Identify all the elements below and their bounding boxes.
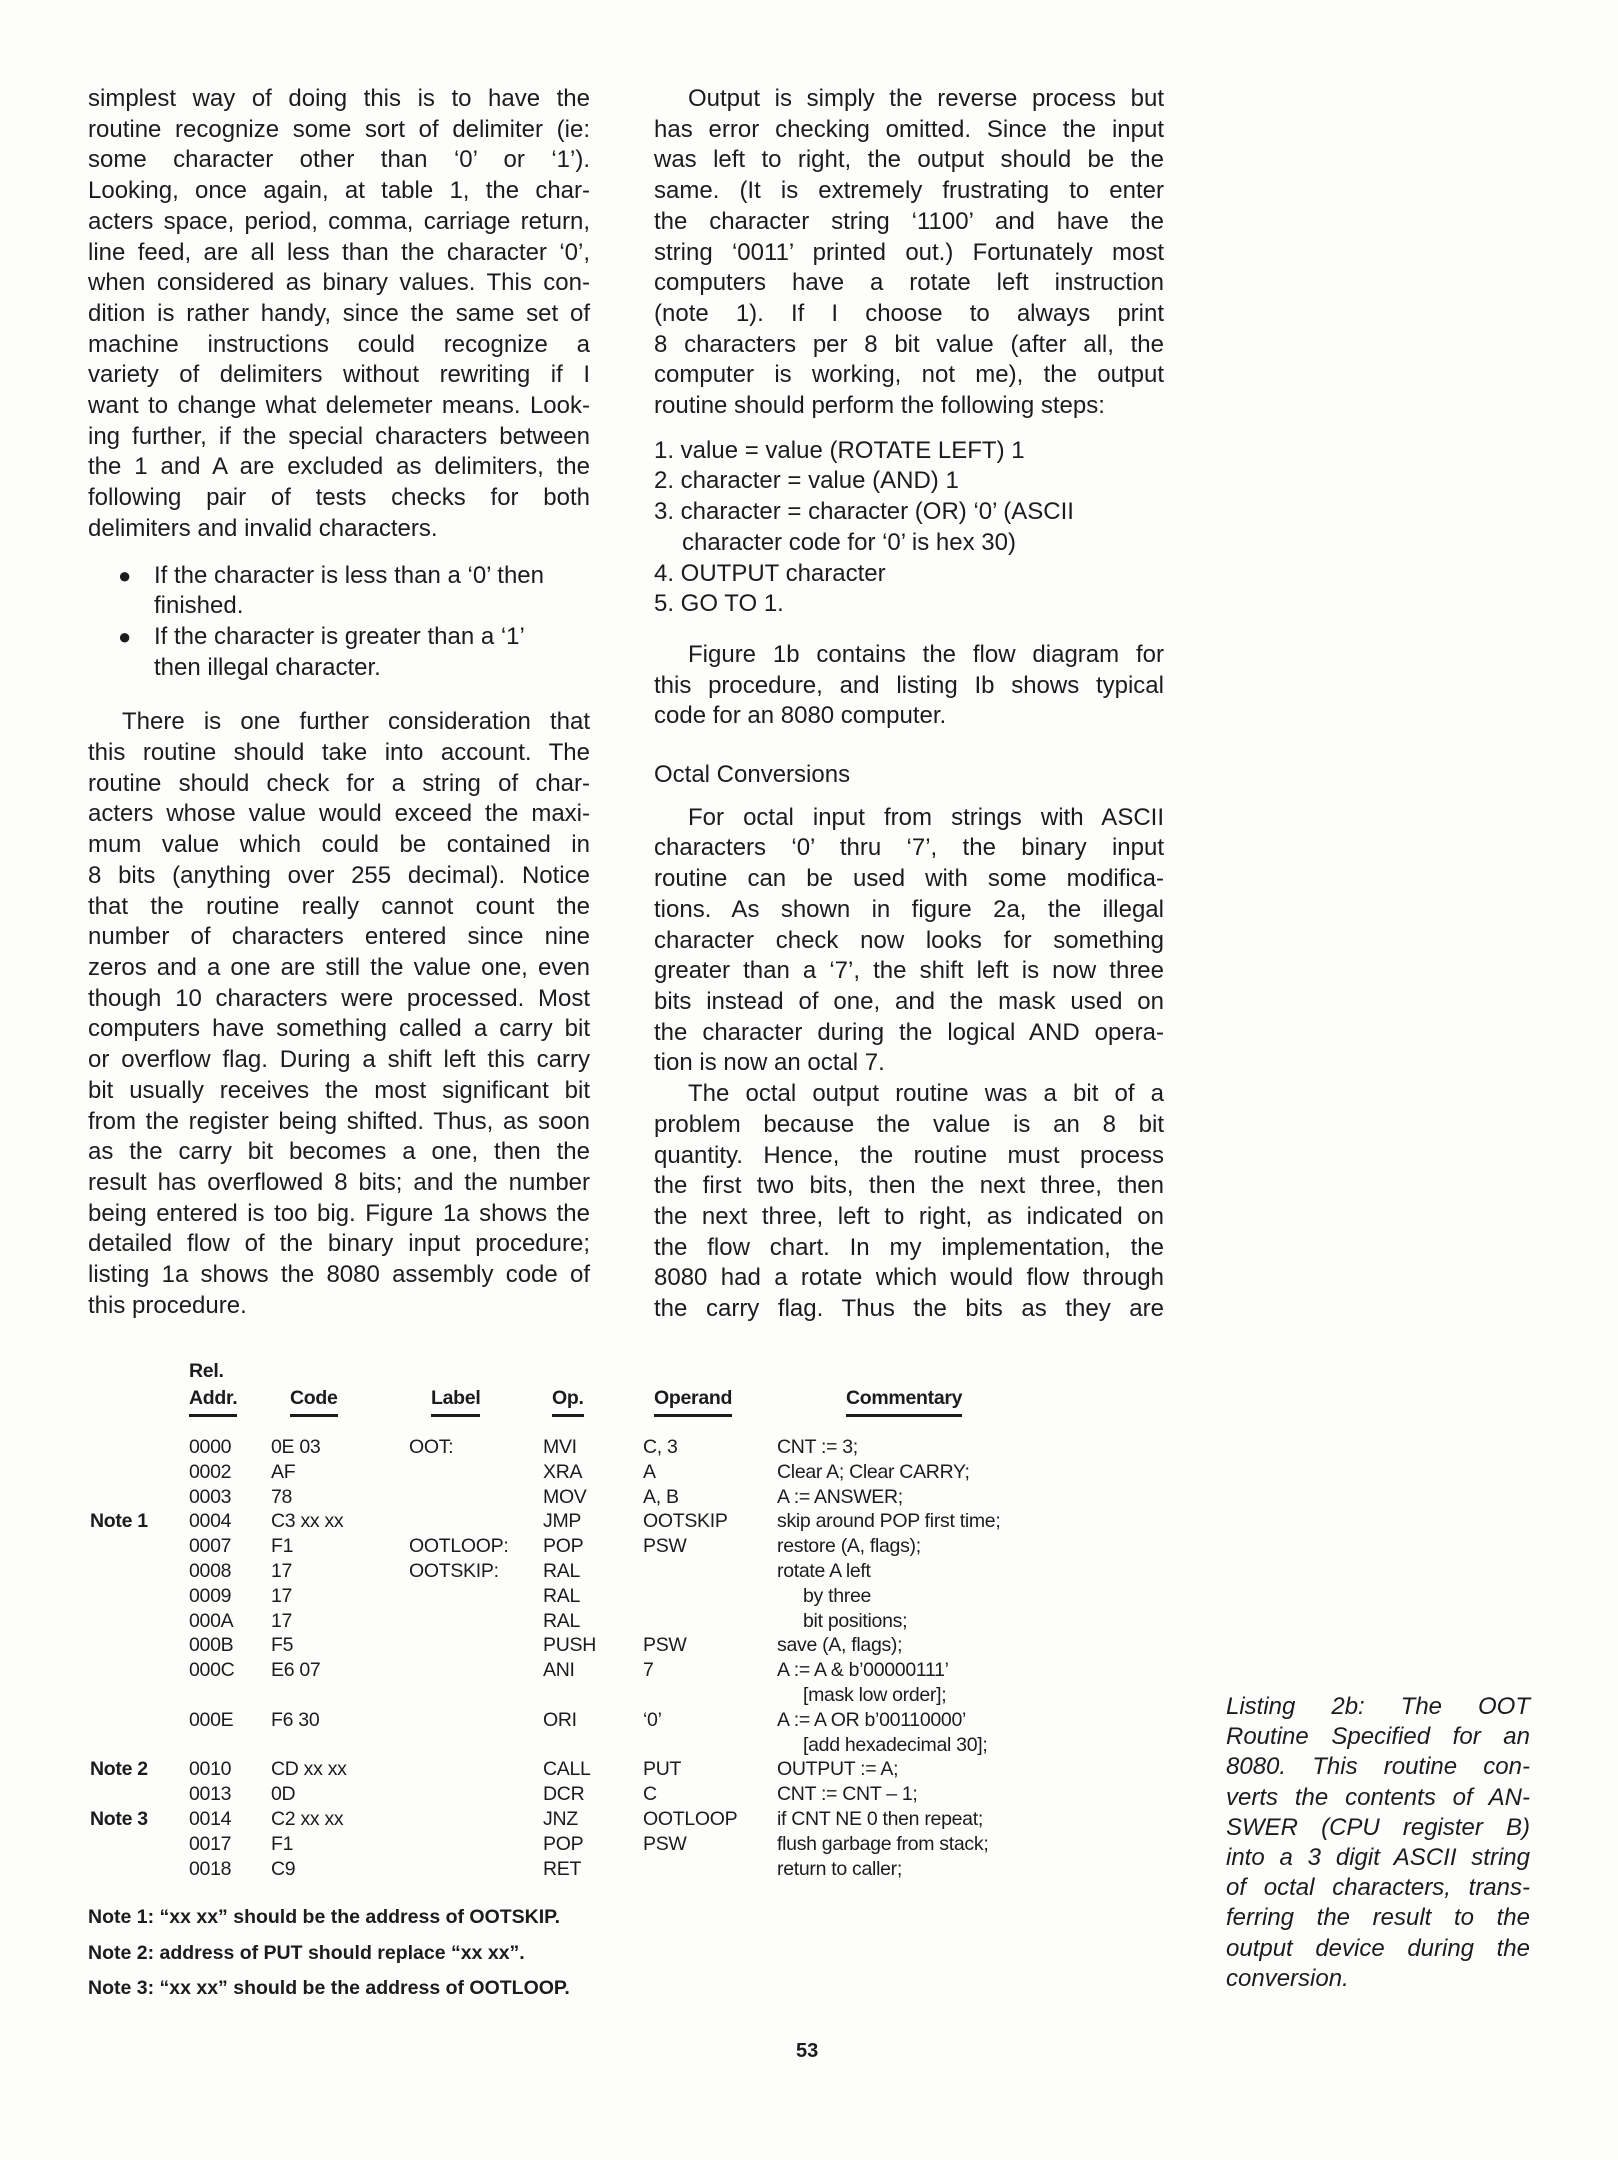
cell-label: OOTSKIP: bbox=[409, 1560, 499, 1582]
underline bbox=[290, 1414, 338, 1417]
listing-note: Note 3: “xx xx” should be the address of OOTLOOP. bbox=[88, 1977, 570, 1999]
cell-label: OOTLOOP: bbox=[409, 1535, 509, 1558]
steps-list bbox=[654, 436, 1164, 620]
text-line: want to change what delemeter means. Look- bbox=[88, 392, 590, 420]
text-line: greater than a ‘7’, the shift left is now three bbox=[654, 957, 1164, 985]
text-line: delimiters and invalid characters. bbox=[88, 514, 438, 542]
cell-comment: OUTPUT := A; bbox=[777, 1758, 899, 1781]
caption-line: output device during the bbox=[1226, 1934, 1530, 1962]
cell-op: PUSH bbox=[543, 1634, 596, 1657]
text-line: though 10 characters were processed. Most bbox=[88, 984, 590, 1012]
cell-comment: CNT := CNT – 1; bbox=[777, 1783, 918, 1806]
paragraph bbox=[654, 803, 1164, 1079]
text-line: zeros and a one are still the value one, even bbox=[88, 953, 590, 981]
listing-caption bbox=[1226, 1692, 1530, 1994]
text-line: bits instead of one, and the mask used on bbox=[654, 987, 1164, 1015]
text-line: following pair of tests checks for both bbox=[88, 484, 590, 512]
paragraph bbox=[654, 640, 1164, 732]
text-line: was left to right, the output should be the bbox=[654, 146, 1164, 174]
cell-operand: OOTSKIP bbox=[643, 1510, 728, 1533]
header-commentary-label: Commentary bbox=[846, 1387, 963, 1409]
text-line: ing further, if the special characters between bbox=[88, 422, 590, 450]
cell-comment: skip around POP first time; bbox=[777, 1510, 1001, 1533]
text-line: this procedure, and listing Ib shows typical bbox=[654, 671, 1164, 699]
text-line: the 1 and A are excluded as delimiters, the bbox=[88, 453, 590, 481]
header-operand-label: Operand bbox=[654, 1387, 733, 1409]
text-line: character check now looks for something bbox=[654, 926, 1164, 954]
right-column bbox=[654, 84, 1164, 1325]
caption-line: conversion. bbox=[1226, 1964, 1349, 1992]
text-line: the flow chart. In my implementation, the bbox=[654, 1233, 1164, 1261]
caption-line: ferring the result to the bbox=[1226, 1904, 1530, 1932]
text-line: 8 bits (anything over 255 decimal). Notice bbox=[88, 861, 590, 889]
cell-operand: A bbox=[643, 1460, 656, 1483]
caption-line: 8080. This routine con- bbox=[1226, 1753, 1530, 1781]
text-line: machine instructions could recognize a bbox=[88, 330, 590, 358]
cell-comment: rotate A left bbox=[777, 1560, 871, 1582]
cell-comment: restore (A, flags); bbox=[777, 1535, 921, 1558]
text-line: tions. As shown in figure 2a, the illegal bbox=[654, 895, 1164, 923]
header-addr-label: Addr. bbox=[189, 1387, 238, 1409]
cell-addr: 0000 bbox=[189, 1436, 232, 1458]
cell-addr: 0010 bbox=[189, 1758, 232, 1781]
bullet-item bbox=[118, 561, 590, 622]
text-line: line feed, are all less than the character ‘0’, bbox=[88, 238, 590, 266]
text-line: bit usually receives the most significant bit bbox=[88, 1076, 590, 1104]
text-line: quantity. Hence, the routine must process bbox=[654, 1141, 1164, 1169]
text-line: 8 characters per 8 bit value (after all, the bbox=[654, 330, 1164, 358]
text-line: from the register being shifted. Thus, as soon bbox=[88, 1107, 590, 1135]
cell-addr: 000A bbox=[189, 1609, 234, 1632]
cell-operand: 7 bbox=[643, 1659, 654, 1682]
cell-addr: 0004 bbox=[189, 1510, 232, 1533]
step-text: 2. character = value (AND) 1 bbox=[654, 467, 959, 495]
header-addr bbox=[189, 1387, 237, 1417]
header-operand bbox=[654, 1387, 732, 1417]
section-heading: Octal Conversions bbox=[654, 761, 851, 789]
text-line: that the routine really cannot count the bbox=[88, 892, 590, 920]
header-code-label: Code bbox=[290, 1387, 338, 1409]
step-item bbox=[654, 436, 1164, 467]
text-line: There is one further consideration that bbox=[122, 708, 590, 736]
cell-code: 17 bbox=[271, 1560, 293, 1582]
caption-line: verts the contents of AN- bbox=[1226, 1783, 1530, 1811]
text-line: number of characters entered since nine bbox=[88, 923, 590, 951]
text-line: Figure 1b contains the flow diagram for bbox=[688, 640, 1164, 668]
cell-op: RAL bbox=[543, 1609, 581, 1632]
cell-op: ANI bbox=[543, 1659, 575, 1682]
step-text: 1. value = value (ROTATE LEFT) 1 bbox=[654, 436, 1025, 464]
text-line: routine can be used with some modifica- bbox=[654, 865, 1164, 893]
text-line: For octal input from strings with ASCII bbox=[688, 803, 1164, 831]
cell-label: OOT: bbox=[409, 1436, 454, 1458]
cell-comment: A := ANSWER; bbox=[777, 1485, 903, 1508]
listing-note: Note 2: address of PUT should replace “xx xx”. bbox=[88, 1941, 525, 1964]
text-line: computer is working, not me), the output bbox=[654, 361, 1164, 389]
text-line: acters whose value would exceed the maxi- bbox=[88, 800, 590, 828]
paragraph bbox=[88, 84, 590, 545]
cell-op: POP bbox=[543, 1832, 584, 1855]
cell-addr: 000B bbox=[189, 1634, 234, 1657]
cell-code: E6 07 bbox=[271, 1659, 321, 1682]
cell-op: RAL bbox=[543, 1584, 581, 1607]
text-line: as the carry bit becomes a one, then the bbox=[88, 1138, 590, 1166]
text-line: code for an 8080 computer. bbox=[654, 702, 947, 730]
cell-operand: C bbox=[643, 1783, 657, 1806]
underline bbox=[654, 1414, 732, 1417]
text-line: variety of delimiters without rewriting if I bbox=[88, 361, 590, 389]
text-line: same. (It is extremely frustrating to enter bbox=[654, 177, 1164, 205]
step-item bbox=[654, 466, 1164, 497]
bullet-text: If the character is greater than a ‘1’ bbox=[154, 622, 525, 650]
cell-addr: 000E bbox=[189, 1708, 234, 1731]
cell-code: F1 bbox=[271, 1832, 294, 1855]
cell-comment: A := A & b’00000111’ bbox=[777, 1659, 949, 1682]
cell-code: C3 xx xx bbox=[271, 1510, 344, 1533]
listing-note: Note 1: “xx xx” should be the address of OOTSKIP. bbox=[88, 1906, 561, 1928]
cell-operand: PSW bbox=[643, 1832, 687, 1855]
cell-addr: 0017 bbox=[189, 1832, 232, 1855]
text-line: routine recognize some sort of delimiter (ie: bbox=[88, 115, 590, 143]
text-line: routine should perform the following steps: bbox=[654, 392, 1105, 420]
header-label bbox=[431, 1387, 480, 1417]
text-line: being entered is too big. Figure 1a shows the bbox=[88, 1199, 590, 1227]
cell-comment: [mask low order]; bbox=[803, 1684, 947, 1706]
cell-op: MVI bbox=[543, 1436, 577, 1458]
text-line: this routine should take into account. The bbox=[88, 739, 590, 767]
cell-op: CALL bbox=[543, 1758, 591, 1781]
cell-addr: 000C bbox=[189, 1659, 235, 1682]
cell-operand: PSW bbox=[643, 1634, 687, 1657]
left-column bbox=[88, 84, 590, 1321]
text-line: the character during the logical AND opera- bbox=[654, 1018, 1164, 1046]
cell-op: ORI bbox=[543, 1708, 577, 1731]
bullet-icon: ● bbox=[118, 562, 132, 588]
cell-code: 17 bbox=[271, 1584, 293, 1607]
underline bbox=[846, 1414, 962, 1417]
step-text: character code for ‘0’ is hex 30) bbox=[682, 528, 1016, 556]
cell-addr: 0018 bbox=[189, 1857, 232, 1880]
paragraph bbox=[654, 84, 1164, 422]
cell-comment: [add hexadecimal 30]; bbox=[803, 1733, 988, 1756]
text-line: the next three, left to right, as indicated on bbox=[654, 1202, 1164, 1230]
bullet-text: If the character is less than a ‘0’ then bbox=[154, 561, 544, 589]
text-line: The octal output routine was a bit of a bbox=[688, 1080, 1164, 1108]
cell-comment: save (A, flags); bbox=[777, 1634, 903, 1657]
step-text: 4. OUTPUT character bbox=[654, 559, 886, 587]
cell-addr: 0002 bbox=[189, 1460, 232, 1483]
step-text: 3. character = character (OR) ‘0’ (ASCII bbox=[654, 498, 1074, 526]
text-line: routine should check for a string of char- bbox=[88, 769, 590, 797]
cell-code: 17 bbox=[271, 1609, 293, 1632]
cell-operand: ‘0’ bbox=[643, 1708, 662, 1731]
cell-comment: if CNT NE 0 then repeat; bbox=[777, 1808, 983, 1830]
cell-op: JNZ bbox=[543, 1808, 578, 1830]
text-line: tion is now an octal 7. bbox=[654, 1049, 885, 1077]
text-line: computers have something called a carry bit bbox=[88, 1015, 590, 1043]
text-line: the character string ‘1100’ and have the bbox=[654, 207, 1164, 235]
cell-code: AF bbox=[271, 1460, 296, 1483]
cell-code: C2 xx xx bbox=[271, 1808, 344, 1830]
cell-addr: 0003 bbox=[189, 1485, 232, 1508]
cell-op: RAL bbox=[543, 1560, 581, 1582]
underline bbox=[189, 1414, 237, 1417]
cell-op: XRA bbox=[543, 1460, 583, 1483]
text-line: mum value which could be contained in bbox=[88, 831, 590, 859]
text-line: or overflow flag. During a shift left this carry bbox=[88, 1046, 590, 1074]
text-line: detailed flow of the binary input procedure; bbox=[88, 1230, 590, 1258]
cell-code: 78 bbox=[271, 1485, 293, 1508]
cell-operand: C, 3 bbox=[643, 1436, 678, 1458]
cell-note: Note 1 bbox=[90, 1510, 148, 1533]
cell-addr: 0014 bbox=[189, 1808, 232, 1830]
cell-comment: Clear A; Clear CARRY; bbox=[777, 1460, 970, 1483]
cell-operand: OOTLOOP bbox=[643, 1808, 738, 1830]
cell-comment: CNT := 3; bbox=[777, 1436, 858, 1458]
caption-line: SWER (CPU register B) bbox=[1226, 1813, 1530, 1841]
cell-comment: A := A OR b’00110000’ bbox=[777, 1708, 967, 1731]
caption-line: Listing 2b: The OOT bbox=[1226, 1693, 1530, 1720]
text-line: this procedure. bbox=[88, 1291, 247, 1319]
text-line: Looking, once again, at table 1, the char- bbox=[88, 177, 590, 205]
paragraph bbox=[654, 1079, 1164, 1325]
cell-addr: 0008 bbox=[189, 1560, 232, 1582]
text-line: listing 1a shows the 8080 assembly code of bbox=[88, 1261, 590, 1289]
cell-addr: 0007 bbox=[189, 1535, 232, 1558]
caption-line: of octal characters, trans- bbox=[1226, 1874, 1530, 1902]
page-number: 53 bbox=[796, 2040, 819, 2062]
cell-comment: flush garbage from stack; bbox=[777, 1832, 989, 1855]
cell-op: MOV bbox=[543, 1485, 587, 1508]
bullet-icon: ● bbox=[118, 623, 132, 649]
cell-comment: by three bbox=[803, 1584, 872, 1607]
text-line: some character other than ‘0’ or ‘1’). bbox=[88, 146, 590, 174]
cell-addr: 0009 bbox=[189, 1584, 232, 1607]
cell-code: F1 bbox=[271, 1535, 294, 1558]
header-code bbox=[290, 1387, 338, 1417]
cell-code: C9 bbox=[271, 1857, 296, 1880]
cell-code: F6 30 bbox=[271, 1708, 320, 1731]
text-line: characters ‘0’ thru ‘7’, the binary input bbox=[654, 834, 1164, 862]
text-line: the carry flag. Thus the bits as they are bbox=[654, 1295, 1164, 1323]
cell-operand: PSW bbox=[643, 1535, 687, 1558]
bullet-list bbox=[118, 561, 590, 684]
step-item bbox=[654, 559, 1164, 590]
cell-code: 0E 03 bbox=[271, 1436, 321, 1458]
header-op-label: Op. bbox=[552, 1387, 584, 1409]
step-item bbox=[654, 589, 1164, 620]
cell-operand: PUT bbox=[643, 1758, 682, 1781]
text-line: simplest way of doing this is to have the bbox=[88, 85, 590, 112]
caption-line: into a 3 digit ASCII string bbox=[1226, 1844, 1530, 1872]
cell-code: CD xx xx bbox=[271, 1758, 347, 1781]
text-line: has error checking omitted. Since the input bbox=[654, 115, 1164, 143]
cell-op: RET bbox=[543, 1857, 582, 1880]
caption-line: Routine Specified for an bbox=[1226, 1723, 1530, 1751]
underline bbox=[552, 1414, 584, 1417]
text-line: acters space, period, comma, carriage return, bbox=[88, 207, 590, 235]
cell-addr: 0013 bbox=[189, 1783, 232, 1806]
cell-op: DCR bbox=[543, 1783, 585, 1806]
bullet-text: then illegal character. bbox=[154, 653, 381, 681]
header-label-label: Label bbox=[431, 1387, 481, 1409]
cell-comment: bit positions; bbox=[803, 1609, 908, 1632]
paragraph bbox=[88, 707, 590, 1321]
text-line: Output is simply the reverse process but bbox=[688, 85, 1164, 112]
header-commentary bbox=[846, 1387, 962, 1417]
text-line: (note 1). If I choose to always print bbox=[654, 299, 1164, 327]
step-text: 5. GO TO 1. bbox=[654, 590, 784, 618]
text-line: string ‘0011’ printed out.) Fortunately most bbox=[654, 238, 1164, 266]
text-line: the first two bits, then the next three, then bbox=[654, 1172, 1164, 1200]
cell-code: F5 bbox=[271, 1634, 294, 1657]
cell-note: Note 2 bbox=[90, 1758, 148, 1781]
cell-op: JMP bbox=[543, 1510, 582, 1533]
text-line: dition is rather handy, since the same set of bbox=[88, 299, 590, 327]
cell-comment: return to caller; bbox=[777, 1857, 902, 1880]
header-rel bbox=[189, 1360, 224, 1383]
text-line: 8080 had a rotate which would flow through bbox=[654, 1264, 1164, 1292]
text-line: result has overflowed 8 bits; and the number bbox=[88, 1168, 590, 1196]
cell-operand: A, B bbox=[643, 1485, 679, 1508]
bullet-item bbox=[118, 622, 590, 683]
bullet-text: finished. bbox=[154, 592, 244, 620]
header-rel-label: Rel. bbox=[189, 1360, 224, 1382]
underline bbox=[431, 1414, 480, 1417]
header-op bbox=[552, 1387, 584, 1417]
text-line: computers have a rotate left instruction bbox=[654, 269, 1164, 297]
cell-note: Note 3 bbox=[90, 1808, 148, 1830]
text-line: when considered as binary values. This con- bbox=[88, 269, 590, 297]
cell-code: 0D bbox=[271, 1783, 296, 1806]
text-line: problem because the value is an 8 bit bbox=[654, 1110, 1164, 1138]
step-item bbox=[654, 497, 1164, 558]
cell-op: POP bbox=[543, 1535, 584, 1558]
